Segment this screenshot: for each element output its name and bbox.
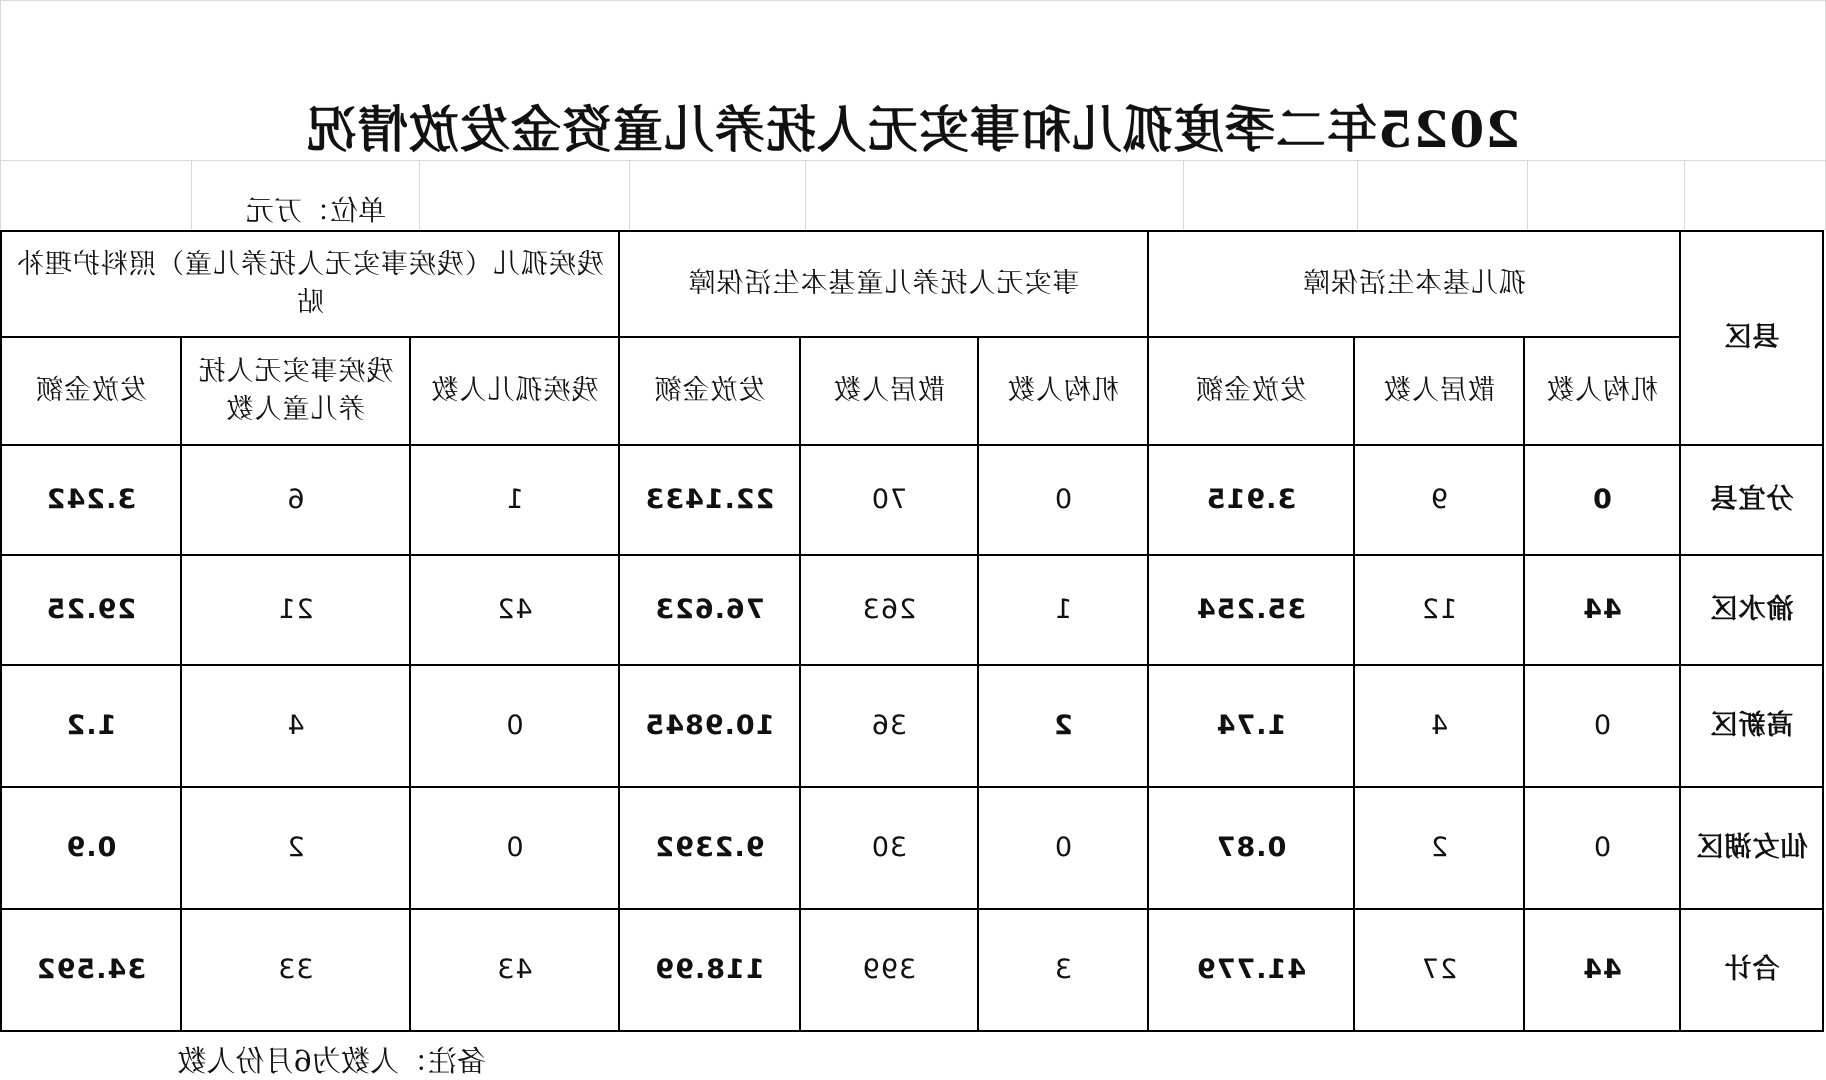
table-row-total [1,909,1823,1031]
gridline [1527,160,1528,230]
county-cell: 分宜县 [1680,445,1823,555]
header-orphan-inst: 机构人数 [1524,337,1680,445]
table-cell: 3.915 [1148,445,1354,555]
county-cell: 高新区 [1680,665,1823,787]
table-cell: 44 [1524,555,1680,665]
table-cell: 10.9845 [619,665,800,787]
table-cell: 76.623 [619,555,800,665]
table-cell: 42 [410,555,619,665]
table-cell: 33 [181,909,410,1031]
header-row-columns [1,337,1823,445]
funding-table [0,230,1824,1032]
header-orphan-scattered: 散居人数 [1354,337,1524,445]
gridline [1357,160,1358,230]
gridline [805,160,806,230]
table-cell: 0 [978,787,1148,909]
page-title: 2025年二季度孤儿和事实无人抚养儿童资金发放情况 [305,100,1521,159]
table-cell: 30 [800,787,978,909]
table-cell: 0 [410,787,619,909]
table-cell: 4 [1354,665,1524,787]
table-cell: 399 [800,909,978,1031]
gridline [629,160,630,230]
gridline [0,0,1826,1]
table-cell: 0 [1524,787,1680,909]
county-cell: 合计 [1680,909,1823,1031]
header-defacto-inst: 机构人数 [978,337,1148,445]
table-cell: 1.74 [1148,665,1354,787]
table-cell: 3.242 [1,445,181,555]
table-row [1,555,1823,665]
header-orphan-amount: 发放金额 [1148,337,1354,445]
table-cell: 1.2 [1,665,181,787]
table-cell: 41.779 [1148,909,1354,1031]
table-cell: 36 [800,665,978,787]
table-cell: 4 [181,665,410,787]
table-cell: 9 [1354,445,1524,555]
gridline [1684,160,1685,230]
gridline [419,160,420,230]
table-cell: 263 [800,555,978,665]
table-cell: 2 [978,665,1148,787]
table-cell: 21 [181,555,410,665]
table-cell: 27 [1354,909,1524,1031]
county-cell: 仙女湖区 [1680,787,1823,909]
header-group-orphan: 孤儿基本生活保障 [1148,231,1680,337]
header-disabled-defacto: 残疾事实无人抚养儿童人数 [181,337,410,445]
table-cell: 12 [1354,555,1524,665]
table-cell: 0.87 [1148,787,1354,909]
table-cell: 44 [1524,909,1680,1031]
table-cell: 35.254 [1148,555,1354,665]
header-group-disabled: 残疾孤儿（残疾事实无人抚养儿童）照料护理补贴 [1,231,619,337]
table-cell: 0 [1524,665,1680,787]
unit-label: 单位：万元 [245,194,386,227]
header-disabled-orphan: 残疾孤儿人数 [410,337,619,445]
table-cell: 2 [181,787,410,909]
header-disabled-amount: 发放金额 [1,337,181,445]
table-cell: 3 [978,909,1148,1031]
header-county: 县区 [1680,231,1823,445]
footnote: 备注：人数为6月份人数 [177,1044,486,1078]
header-defacto-amount: 发放金额 [619,337,800,445]
table-cell: 0 [978,445,1148,555]
header-group-defacto: 事实无人抚养儿童基本生活保障 [619,231,1148,337]
table-cell: 1 [410,445,619,555]
table-row [1,787,1823,909]
table-cell: 118.99 [619,909,800,1031]
header-defacto-scattered: 散居人数 [800,337,978,445]
table-cell: 29.25 [1,555,181,665]
table-cell: 6 [181,445,410,555]
table-row [1,665,1823,787]
table-cell: 1 [978,555,1148,665]
table-cell: 2 [1354,787,1524,909]
table-cell: 9.2392 [619,787,800,909]
header-row-groups [1,231,1823,337]
table-cell: 0.9 [1,787,181,909]
table-row [1,445,1823,555]
table-cell: 0 [1524,445,1680,555]
gridline [1183,160,1184,230]
table-cell: 43 [410,909,619,1031]
county-cell: 渝水区 [1680,555,1823,665]
table-cell: 70 [800,445,978,555]
table-cell: 34.592 [1,909,181,1031]
table-cell: 22.1433 [619,445,800,555]
table-cell: 0 [410,665,619,787]
